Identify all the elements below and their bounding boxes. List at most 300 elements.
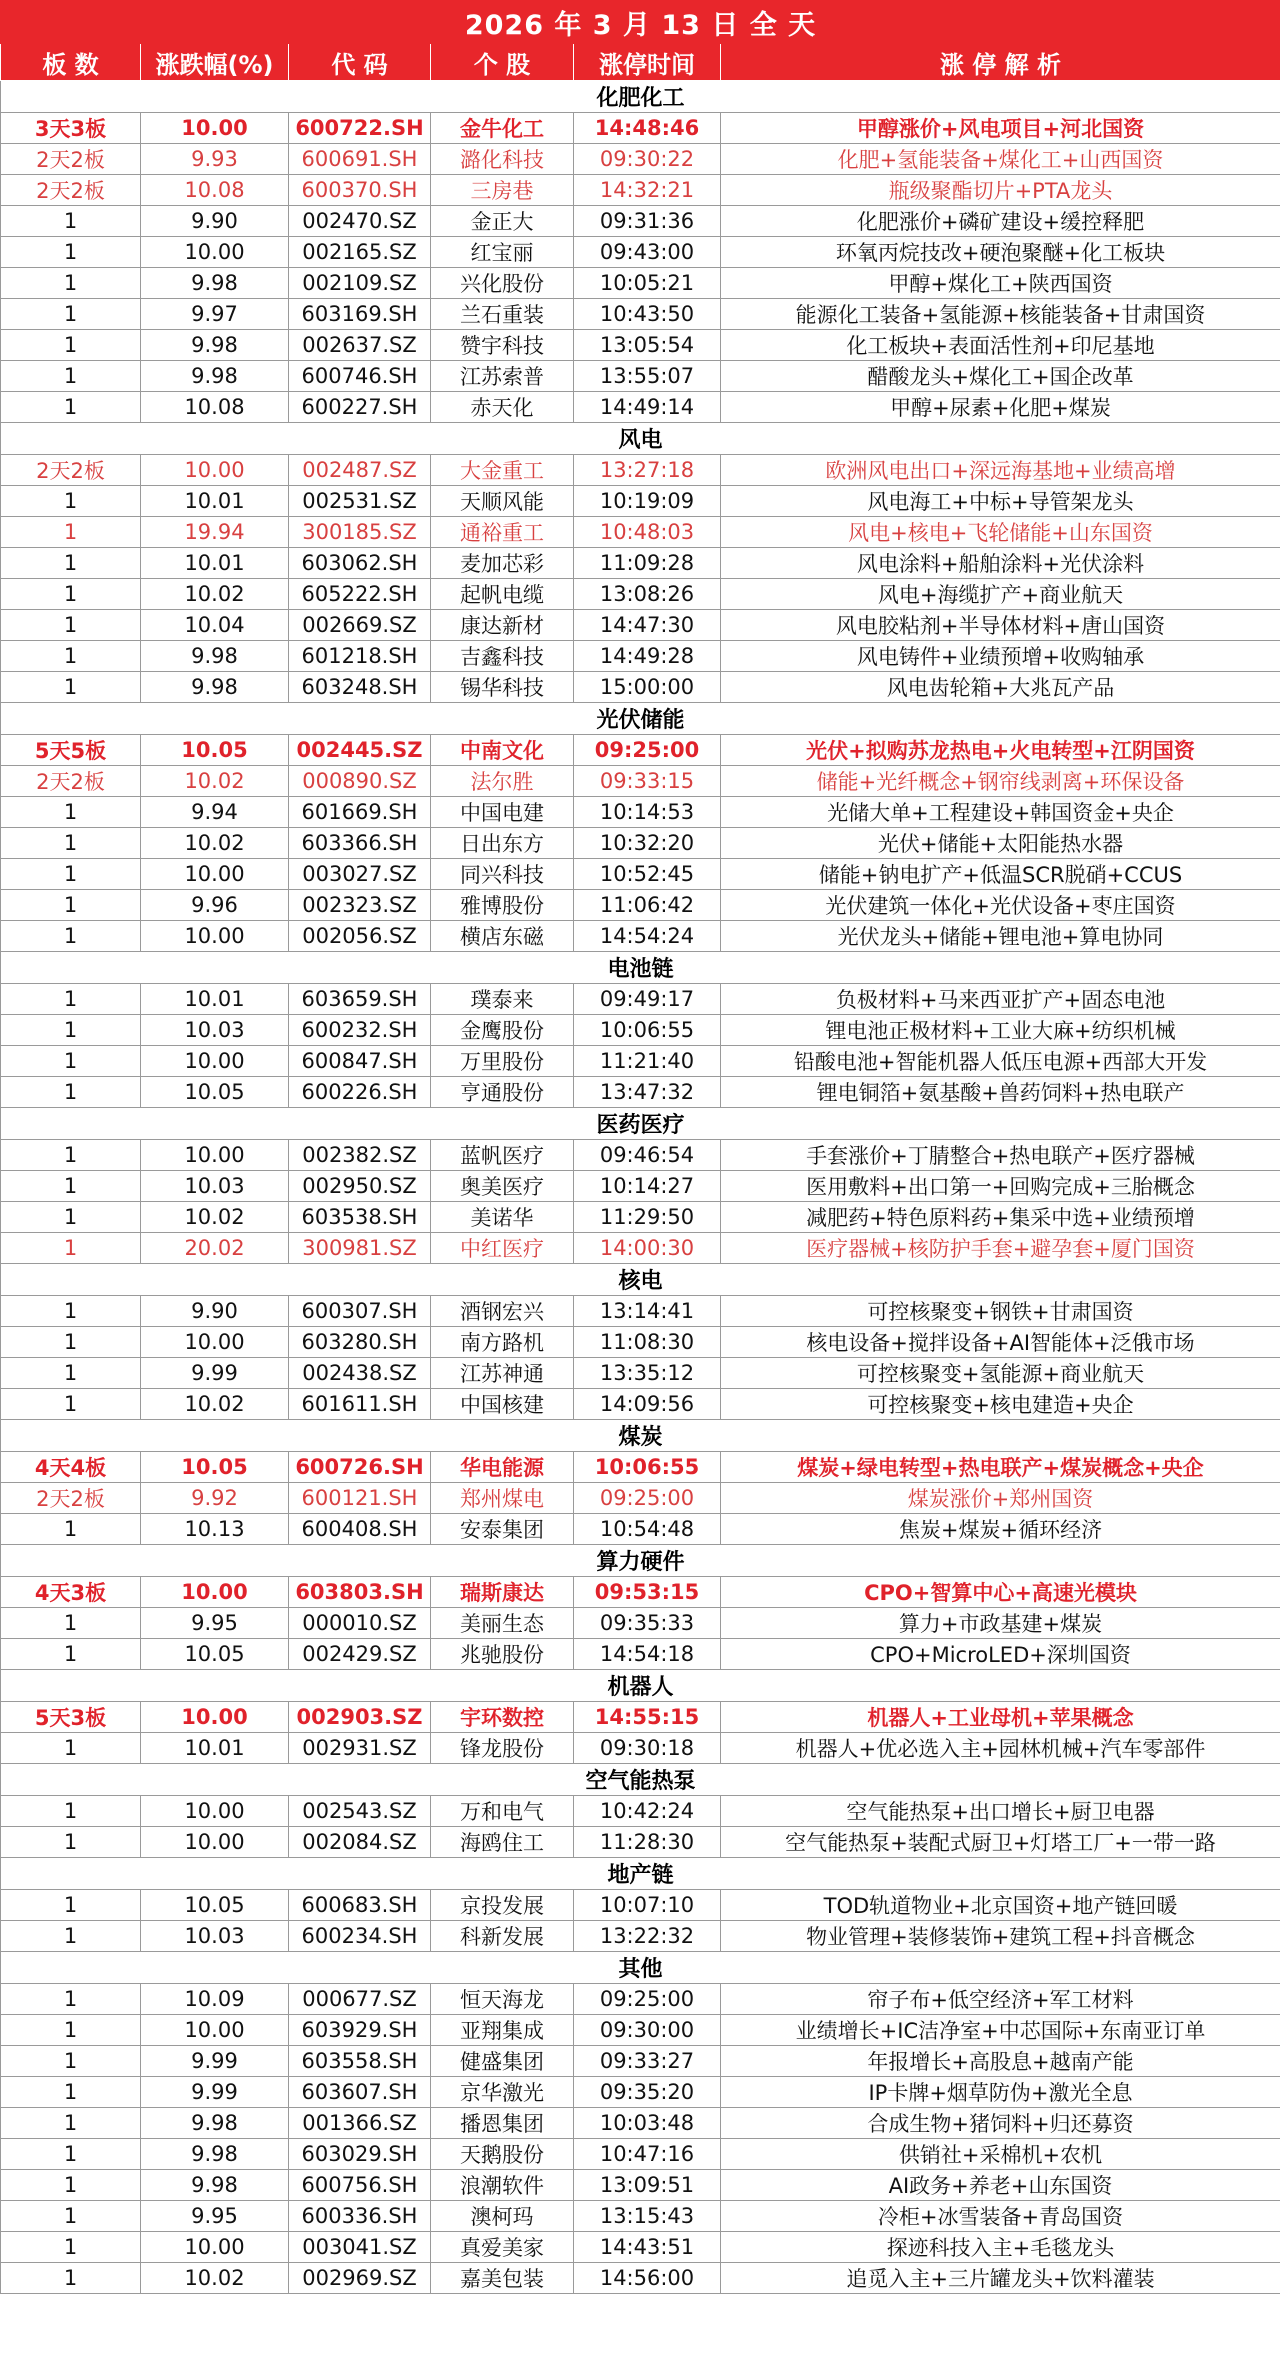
time-cell: 14:47:30	[574, 610, 721, 641]
time-cell: 13:08:26	[574, 579, 721, 610]
boards-cell: 1	[1, 1202, 141, 1233]
code-cell: 600726.SH	[289, 1452, 431, 1483]
boards-cell: 1	[1, 797, 141, 828]
boards-cell: 1	[1, 2046, 141, 2077]
change-cell: 10.05	[141, 1890, 289, 1921]
code-cell: 002969.SZ	[289, 2263, 431, 2294]
stock-cell: 起帆电缆	[431, 579, 574, 610]
stock-cell: 法尔胜	[431, 766, 574, 797]
boards-cell: 1	[1, 1171, 141, 1202]
boards-cell: 1	[1, 579, 141, 610]
stock-cell: 通裕重工	[431, 517, 574, 548]
reason-cell: 帘子布+低空经济+军工材料	[721, 1984, 1280, 2015]
time-cell: 10:48:03	[574, 517, 721, 548]
change-cell: 9.92	[141, 1483, 289, 1514]
table-row	[1, 1358, 1280, 1389]
section-title: 煤炭	[1, 1420, 1280, 1452]
time-cell: 13:05:54	[574, 330, 721, 361]
code-cell: 600746.SH	[289, 361, 431, 392]
stock-cell: 天鹅股份	[431, 2139, 574, 2170]
table-row	[1, 486, 1280, 517]
stock-cell: 美诺华	[431, 1202, 574, 1233]
stock-cell: 京华激光	[431, 2077, 574, 2108]
stock-cell: 璞泰来	[431, 984, 574, 1015]
code-cell: 601218.SH	[289, 641, 431, 672]
reason-cell: 算力+市政基建+煤炭	[721, 1608, 1280, 1639]
section-title: 地产链	[1, 1858, 1280, 1890]
change-cell: 10.00	[141, 1140, 289, 1171]
change-cell: 9.98	[141, 361, 289, 392]
code-cell: 003027.SZ	[289, 859, 431, 890]
reason-cell: IP卡牌+烟草防伪+激光全息	[721, 2077, 1280, 2108]
code-cell: 002429.SZ	[289, 1639, 431, 1670]
table-row	[1, 1015, 1280, 1046]
header-code: 代 码	[289, 44, 431, 81]
boards-cell: 1	[1, 2201, 141, 2232]
section-header-row	[1, 1545, 1280, 1577]
reason-cell: 锂电铜箔+氨基酸+兽药饲料+热电联产	[721, 1077, 1280, 1108]
table-row	[1, 859, 1280, 890]
reason-cell: 空气能热泵+装配式厨卫+灯塔工厂+一带一路	[721, 1827, 1280, 1858]
time-cell: 09:33:15	[574, 766, 721, 797]
stock-cell: 酒钢宏兴	[431, 1296, 574, 1327]
time-cell: 09:30:18	[574, 1733, 721, 1764]
code-cell: 600307.SH	[289, 1296, 431, 1327]
reason-cell: CPO+智算中心+高速光模块	[721, 1577, 1280, 1608]
boards-cell: 1	[1, 2139, 141, 2170]
table-row	[1, 1702, 1280, 1733]
table-row	[1, 1827, 1280, 1858]
boards-cell: 1	[1, 1733, 141, 1764]
reason-cell: 手套涨价+丁腈整合+热电联产+医疗器械	[721, 1140, 1280, 1171]
header-boards: 板 数	[1, 44, 141, 81]
stock-cell: 潞化科技	[431, 144, 574, 175]
boards-cell: 1	[1, 921, 141, 952]
code-cell: 600232.SH	[289, 1015, 431, 1046]
code-cell: 002323.SZ	[289, 890, 431, 921]
time-cell: 14:55:15	[574, 1702, 721, 1733]
code-cell: 600227.SH	[289, 392, 431, 423]
code-cell: 002470.SZ	[289, 206, 431, 237]
section-header-row	[1, 952, 1280, 984]
reason-cell: 欧洲风电出口+深远海基地+业绩高增	[721, 455, 1280, 486]
time-cell: 09:53:15	[574, 1577, 721, 1608]
time-cell: 09:33:27	[574, 2046, 721, 2077]
reason-cell: TOD轨道物业+北京国资+地产链回暖	[721, 1890, 1280, 1921]
stock-cell: 金牛化工	[431, 113, 574, 144]
reason-cell: 化工板块+表面活性剂+印尼基地	[721, 330, 1280, 361]
table-row	[1, 1733, 1280, 1764]
stock-cell: 横店东磁	[431, 921, 574, 952]
change-cell: 10.00	[141, 1577, 289, 1608]
boards-cell: 1	[1, 2077, 141, 2108]
change-cell: 9.94	[141, 797, 289, 828]
table-row	[1, 2201, 1280, 2232]
stock-cell: 澳柯玛	[431, 2201, 574, 2232]
boards-cell: 1	[1, 1046, 141, 1077]
reason-cell: 化肥涨价+磷矿建设+缓控释肥	[721, 206, 1280, 237]
time-cell: 11:21:40	[574, 1046, 721, 1077]
change-cell: 9.99	[141, 1358, 289, 1389]
section-header-row	[1, 1420, 1280, 1452]
table-row	[1, 1233, 1280, 1264]
table-row	[1, 517, 1280, 548]
change-cell: 9.90	[141, 206, 289, 237]
reason-cell: 负极材料+马来西亚扩产+固态电池	[721, 984, 1280, 1015]
change-cell: 9.98	[141, 641, 289, 672]
boards-cell: 2天2板	[1, 144, 141, 175]
table-row	[1, 1577, 1280, 1608]
boards-cell: 1	[1, 2015, 141, 2046]
code-cell: 000890.SZ	[289, 766, 431, 797]
time-cell: 10:14:27	[574, 1171, 721, 1202]
stock-cell: 万里股份	[431, 1046, 574, 1077]
code-cell: 600370.SH	[289, 175, 431, 206]
table-row	[1, 175, 1280, 206]
boards-cell: 1	[1, 392, 141, 423]
table-row	[1, 1171, 1280, 1202]
change-cell: 9.93	[141, 144, 289, 175]
stock-cell: 真爱美家	[431, 2232, 574, 2263]
change-cell: 10.00	[141, 859, 289, 890]
boards-cell: 1	[1, 1984, 141, 2015]
stock-cell: 吉鑫科技	[431, 641, 574, 672]
reason-cell: 能源化工装备+氢能源+核能装备+甘肃国资	[721, 299, 1280, 330]
table-row	[1, 1296, 1280, 1327]
change-cell: 10.09	[141, 1984, 289, 2015]
time-cell: 10:54:48	[574, 1514, 721, 1545]
table-row	[1, 268, 1280, 299]
change-cell: 10.02	[141, 828, 289, 859]
stock-cell: 嘉美包装	[431, 2263, 574, 2294]
reason-cell: 光储大单+工程建设+韩国资金+央企	[721, 797, 1280, 828]
boards-cell: 1	[1, 1015, 141, 1046]
change-cell: 10.00	[141, 1796, 289, 1827]
change-cell: 9.99	[141, 2046, 289, 2077]
boards-cell: 1	[1, 984, 141, 1015]
reason-cell: 冷柜+冰雪装备+青岛国资	[721, 2201, 1280, 2232]
time-cell: 14:09:56	[574, 1389, 721, 1420]
table-row	[1, 984, 1280, 1015]
stock-cell: 三房巷	[431, 175, 574, 206]
change-cell: 10.03	[141, 1171, 289, 1202]
section-title: 光伏储能	[1, 703, 1280, 735]
time-cell: 10:05:21	[574, 268, 721, 299]
code-cell: 003041.SZ	[289, 2232, 431, 2263]
section-header-row	[1, 1858, 1280, 1890]
table-row	[1, 1639, 1280, 1670]
boards-cell: 1	[1, 641, 141, 672]
reason-cell: 化肥+氢能装备+煤化工+山西国资	[721, 144, 1280, 175]
code-cell: 002543.SZ	[289, 1796, 431, 1827]
code-cell: 002084.SZ	[289, 1827, 431, 1858]
table-row	[1, 144, 1280, 175]
time-cell: 11:29:50	[574, 1202, 721, 1233]
boards-cell: 1	[1, 1639, 141, 1670]
title-row	[1, 1, 1280, 44]
table-row	[1, 206, 1280, 237]
boards-cell: 1	[1, 2108, 141, 2139]
reason-cell: 风电海工+中标+导管架龙头	[721, 486, 1280, 517]
section-title: 算力硬件	[1, 1545, 1280, 1577]
time-cell: 14:54:24	[574, 921, 721, 952]
time-cell: 11:06:42	[574, 890, 721, 921]
time-cell: 13:14:41	[574, 1296, 721, 1327]
stock-cell: 美丽生态	[431, 1608, 574, 1639]
table-row	[1, 828, 1280, 859]
stock-cell: 赞宇科技	[431, 330, 574, 361]
table-row	[1, 2015, 1280, 2046]
reason-cell: 可控核聚变+核电建造+央企	[721, 1389, 1280, 1420]
code-cell: 603062.SH	[289, 548, 431, 579]
time-cell: 09:25:00	[574, 735, 721, 766]
boards-cell: 1	[1, 548, 141, 579]
change-cell: 10.02	[141, 766, 289, 797]
stock-cell: 红宝丽	[431, 237, 574, 268]
boards-cell: 1	[1, 237, 141, 268]
reason-cell: 光伏+拟购苏龙热电+火电转型+江阴国资	[721, 735, 1280, 766]
stock-cell: 海鸥住工	[431, 1827, 574, 1858]
boards-cell: 1	[1, 2232, 141, 2263]
table-row	[1, 1984, 1280, 2015]
change-cell: 9.98	[141, 2108, 289, 2139]
boards-cell: 5天5板	[1, 735, 141, 766]
boards-cell: 5天3板	[1, 1702, 141, 1733]
header-time: 涨停时间	[574, 44, 721, 81]
table-row	[1, 766, 1280, 797]
time-cell: 09:25:00	[574, 1483, 721, 1514]
table-row	[1, 330, 1280, 361]
stock-cell: 亨通股份	[431, 1077, 574, 1108]
code-cell: 600722.SH	[289, 113, 431, 144]
reason-cell: 合成生物+猪饲料+归还募资	[721, 2108, 1280, 2139]
code-cell: 600226.SH	[289, 1077, 431, 1108]
time-cell: 10:47:16	[574, 2139, 721, 2170]
stock-cell: 兰石重装	[431, 299, 574, 330]
code-cell: 002445.SZ	[289, 735, 431, 766]
time-cell: 13:35:12	[574, 1358, 721, 1389]
reason-cell: 铅酸电池+智能机器人低压电源+西部大开发	[721, 1046, 1280, 1077]
boards-cell: 1	[1, 361, 141, 392]
stock-cell: 兆驰股份	[431, 1639, 574, 1670]
section-header-row	[1, 1670, 1280, 1702]
table-row	[1, 1327, 1280, 1358]
section-header-row	[1, 81, 1280, 113]
table-row	[1, 2232, 1280, 2263]
table-row	[1, 1140, 1280, 1171]
table-row	[1, 237, 1280, 268]
boards-cell: 3天3板	[1, 113, 141, 144]
table-row	[1, 921, 1280, 952]
code-cell: 603029.SH	[289, 2139, 431, 2170]
table-row	[1, 2077, 1280, 2108]
change-cell: 9.95	[141, 1608, 289, 1639]
reason-cell: 焦炭+煤炭+循环经济	[721, 1514, 1280, 1545]
code-cell: 603280.SH	[289, 1327, 431, 1358]
change-cell: 10.02	[141, 579, 289, 610]
reason-cell: 甲醇涨价+风电项目+河北国资	[721, 113, 1280, 144]
change-cell: 9.99	[141, 2077, 289, 2108]
table-row	[1, 641, 1280, 672]
reason-cell: 煤炭+绿电转型+热电联产+煤炭概念+央企	[721, 1452, 1280, 1483]
table-row	[1, 392, 1280, 423]
reason-cell: 瓶级聚酯切片+PTA龙头	[721, 175, 1280, 206]
reason-cell: 医用敷料+出口第一+回购完成+三胎概念	[721, 1171, 1280, 1202]
code-cell: 002487.SZ	[289, 455, 431, 486]
table-row	[1, 548, 1280, 579]
code-cell: 002950.SZ	[289, 1171, 431, 1202]
time-cell: 14:00:30	[574, 1233, 721, 1264]
reason-cell: 业绩增长+IC洁净室+中芯国际+东南亚订单	[721, 2015, 1280, 2046]
change-cell: 10.01	[141, 1733, 289, 1764]
table-row	[1, 2108, 1280, 2139]
code-cell: 603659.SH	[289, 984, 431, 1015]
boards-cell: 1	[1, 486, 141, 517]
section-header-row	[1, 423, 1280, 455]
boards-cell: 1	[1, 1890, 141, 1921]
page-title: 2026 年 3 月 13 日 全 天	[1, 1, 1280, 44]
code-cell: 000010.SZ	[289, 1608, 431, 1639]
table-row	[1, 1890, 1280, 1921]
change-cell: 10.08	[141, 392, 289, 423]
change-cell: 10.04	[141, 610, 289, 641]
reason-cell: 风电齿轮箱+大兆瓦产品	[721, 672, 1280, 703]
change-cell: 10.05	[141, 1639, 289, 1670]
code-cell: 002669.SZ	[289, 610, 431, 641]
boards-cell: 1	[1, 206, 141, 237]
code-cell: 000677.SZ	[289, 1984, 431, 2015]
change-cell: 10.13	[141, 1514, 289, 1545]
change-cell: 10.00	[141, 113, 289, 144]
change-cell: 10.05	[141, 735, 289, 766]
stock-cell: 中南文化	[431, 735, 574, 766]
change-cell: 10.01	[141, 548, 289, 579]
time-cell: 10:19:09	[574, 486, 721, 517]
change-cell: 10.02	[141, 1202, 289, 1233]
section-title: 电池链	[1, 952, 1280, 984]
stock-cell: 中国电建	[431, 797, 574, 828]
table-row	[1, 2170, 1280, 2201]
reason-cell: 空气能热泵+出口增长+厨卫电器	[721, 1796, 1280, 1827]
time-cell: 09:31:36	[574, 206, 721, 237]
reason-cell: 机器人+工业母机+苹果概念	[721, 1702, 1280, 1733]
stock-cell: 雅博股份	[431, 890, 574, 921]
table-row	[1, 890, 1280, 921]
change-cell: 10.00	[141, 1046, 289, 1077]
change-cell: 10.08	[141, 175, 289, 206]
reason-cell: 探迹科技入主+毛毯龙头	[721, 2232, 1280, 2263]
time-cell: 14:56:00	[574, 2263, 721, 2294]
table-row	[1, 2139, 1280, 2170]
boards-cell: 1	[1, 1389, 141, 1420]
reason-cell: 环氧丙烷技改+硬泡聚醚+化工板块	[721, 237, 1280, 268]
section-title: 化肥化工	[1, 81, 1280, 113]
time-cell: 13:15:43	[574, 2201, 721, 2232]
boards-cell: 1	[1, 2170, 141, 2201]
time-cell: 14:49:28	[574, 641, 721, 672]
table-row	[1, 1389, 1280, 1420]
reason-cell: 机器人+优必选入主+园林机械+汽车零部件	[721, 1733, 1280, 1764]
table-row	[1, 1921, 1280, 1952]
reason-cell: 风电涂料+船舶涂料+光伏涂料	[721, 548, 1280, 579]
boards-cell: 1	[1, 1296, 141, 1327]
change-cell: 10.01	[141, 984, 289, 1015]
header-stock: 个 股	[431, 44, 574, 81]
table-row	[1, 1514, 1280, 1545]
code-cell: 600756.SH	[289, 2170, 431, 2201]
time-cell: 09:25:00	[574, 1984, 721, 2015]
code-cell: 603558.SH	[289, 2046, 431, 2077]
reason-cell: CPO+MicroLED+深圳国资	[721, 1639, 1280, 1670]
code-cell: 600336.SH	[289, 2201, 431, 2232]
change-cell: 10.01	[141, 486, 289, 517]
stock-cell: 金鹰股份	[431, 1015, 574, 1046]
code-cell: 002531.SZ	[289, 486, 431, 517]
stock-cell: 科新发展	[431, 1921, 574, 1952]
table-row	[1, 2263, 1280, 2294]
reason-cell: 风电+核电+飞轮储能+山东国资	[721, 517, 1280, 548]
stock-cell: 锡华科技	[431, 672, 574, 703]
section-header-row	[1, 703, 1280, 735]
reason-cell: 储能+光纤概念+钢帘线剥离+环保设备	[721, 766, 1280, 797]
boards-cell: 1	[1, 1796, 141, 1827]
stock-cell: 恒天海龙	[431, 1984, 574, 2015]
code-cell: 002438.SZ	[289, 1358, 431, 1389]
change-cell: 10.05	[141, 1077, 289, 1108]
change-cell: 9.98	[141, 2170, 289, 2201]
time-cell: 14:48:46	[574, 113, 721, 144]
change-cell: 10.00	[141, 455, 289, 486]
boards-cell: 1	[1, 859, 141, 890]
reason-cell: 锂电池正极材料+工业大麻+纺织机械	[721, 1015, 1280, 1046]
code-cell: 002056.SZ	[289, 921, 431, 952]
code-cell: 600121.SH	[289, 1483, 431, 1514]
reason-cell: 甲醇+尿素+化肥+煤炭	[721, 392, 1280, 423]
reason-cell: AI政务+养老+山东国资	[721, 2170, 1280, 2201]
table-row	[1, 361, 1280, 392]
table-row	[1, 455, 1280, 486]
code-cell: 603607.SH	[289, 2077, 431, 2108]
code-cell: 603366.SH	[289, 828, 431, 859]
table-row	[1, 1202, 1280, 1233]
change-cell: 10.00	[141, 1702, 289, 1733]
change-cell: 10.02	[141, 2263, 289, 2294]
stock-cell: 万和电气	[431, 1796, 574, 1827]
reason-cell: 减肥药+特色原料药+集采中选+业绩预增	[721, 1202, 1280, 1233]
time-cell: 10:03:48	[574, 2108, 721, 2139]
boards-cell: 1	[1, 1327, 141, 1358]
table-row	[1, 2046, 1280, 2077]
time-cell: 13:22:32	[574, 1921, 721, 1952]
time-cell: 11:09:28	[574, 548, 721, 579]
time-cell: 10:14:53	[574, 797, 721, 828]
code-cell: 002637.SZ	[289, 330, 431, 361]
code-cell: 600408.SH	[289, 1514, 431, 1545]
boards-cell: 1	[1, 1921, 141, 1952]
table-row	[1, 1608, 1280, 1639]
section-header-row	[1, 1108, 1280, 1140]
reason-cell: 核电设备+搅拌设备+AI智能体+泛俄市场	[721, 1327, 1280, 1358]
time-cell: 13:47:32	[574, 1077, 721, 1108]
boards-cell: 1	[1, 268, 141, 299]
reason-cell: 供销社+采棉机+农机	[721, 2139, 1280, 2170]
reason-cell: 光伏+储能+太阳能热水器	[721, 828, 1280, 859]
reason-cell: 煤炭涨价+郑州国资	[721, 1483, 1280, 1514]
change-cell: 10.02	[141, 1389, 289, 1420]
stock-cell: 奥美医疗	[431, 1171, 574, 1202]
code-cell: 603248.SH	[289, 672, 431, 703]
stock-cell: 瑞斯康达	[431, 1577, 574, 1608]
